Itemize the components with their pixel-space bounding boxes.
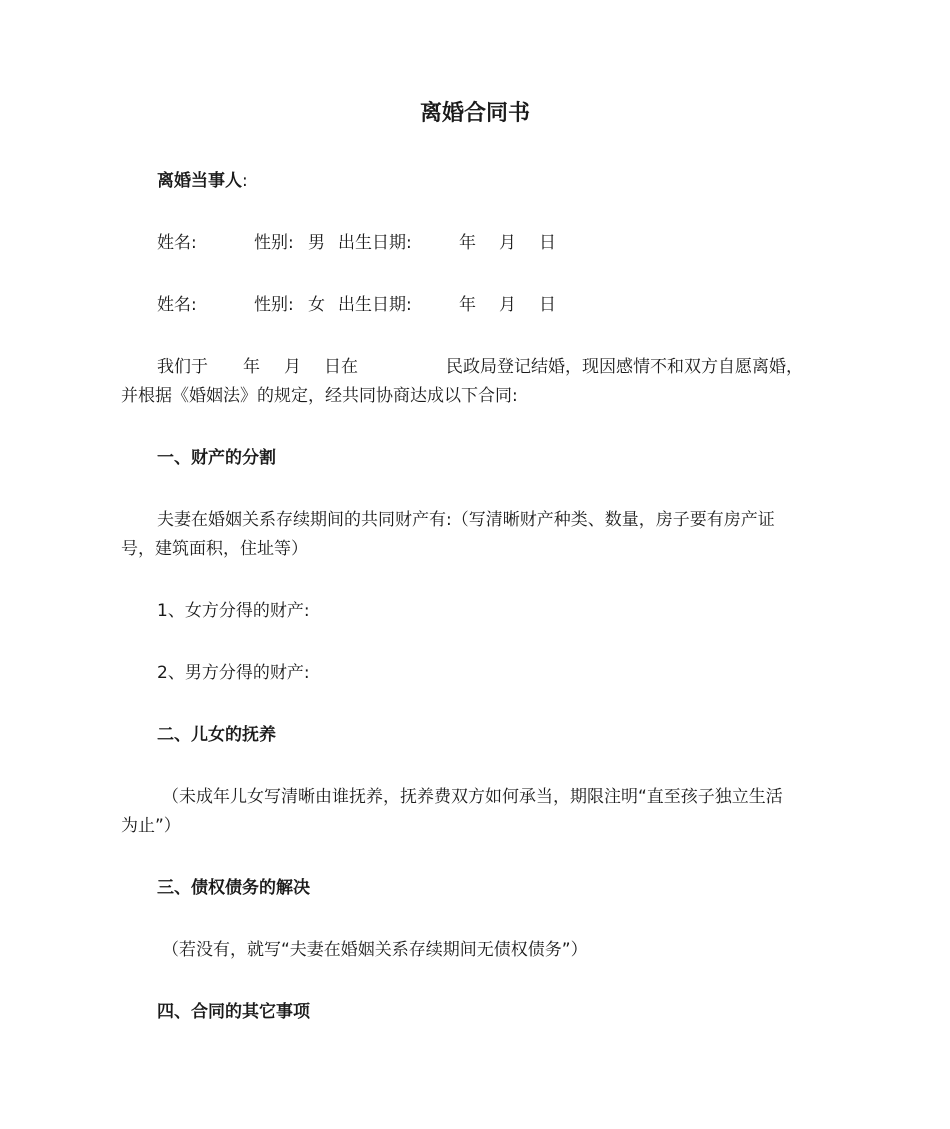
gender-value: 女: [308, 295, 325, 315]
female-property-item: 1、女方分得的财产:: [157, 601, 310, 621]
gender-label: 性别:: [254, 295, 294, 315]
parties-heading-line: [157, 167, 248, 196]
day-label: 日: [539, 295, 556, 315]
parties-heading-colon: :: [242, 171, 248, 191]
intro-month: 月: [284, 357, 301, 377]
party-row-male: [0, 229, 950, 258]
intro-year: 年: [243, 357, 260, 377]
year-label: 年: [459, 233, 476, 253]
section-2-paragraph-line-1: （未成年儿女写清晰由谁抚养，抚养费双方如何承当，期限注明“直至孩子独立生活: [162, 787, 783, 807]
section-3-paragraph: （若没有，就写“夫妻在婚姻关系存续期间无债权债务”）: [162, 940, 588, 960]
parties-heading: 离婚当事人: [157, 171, 242, 191]
section-1-paragraph-line-1: 夫妻在婚姻关系存续期间的共同财产有:（写清晰财产种类、数量，房子要有房产证: [157, 510, 775, 530]
section-2-heading: 二、儿女的抚养: [157, 725, 276, 745]
name-label: 姓名:: [157, 233, 197, 253]
year-label: 年: [459, 295, 476, 315]
section-1-paragraph-line-2: 号，建筑面积，住址等）: [121, 539, 308, 559]
section-4-heading: 四、合同的其它事项: [157, 1002, 310, 1022]
document-title: 离婚合同书: [419, 101, 530, 126]
gender-label: 性别:: [254, 233, 294, 253]
month-label: 月: [499, 233, 516, 253]
gender-value: 男: [308, 233, 325, 253]
intro-day-at: 日在: [324, 357, 358, 377]
section-2-paragraph-line-2: 为止”）: [121, 816, 181, 836]
party-row-female: [0, 291, 950, 320]
intro-rest: 民政局登记结婚，现因感情不和双方自愿离婚，: [446, 357, 803, 377]
name-label: 姓名:: [157, 295, 197, 315]
section-1-heading: 一、财产的分割: [157, 448, 276, 468]
section-3-heading: 三、债权债务的解决: [157, 878, 310, 898]
intro-line-1: [0, 353, 950, 382]
month-label: 月: [499, 295, 516, 315]
birth-date-label: 出生日期:: [338, 295, 412, 315]
intro-we-on: 我们于: [157, 357, 208, 377]
male-property-item: 2、男方分得的财产:: [157, 663, 310, 683]
day-label: 日: [539, 233, 556, 253]
intro-line-2: 并根据《婚姻法》的规定，经共同协商达成以下合同:: [121, 386, 518, 406]
birth-date-label: 出生日期:: [338, 233, 412, 253]
